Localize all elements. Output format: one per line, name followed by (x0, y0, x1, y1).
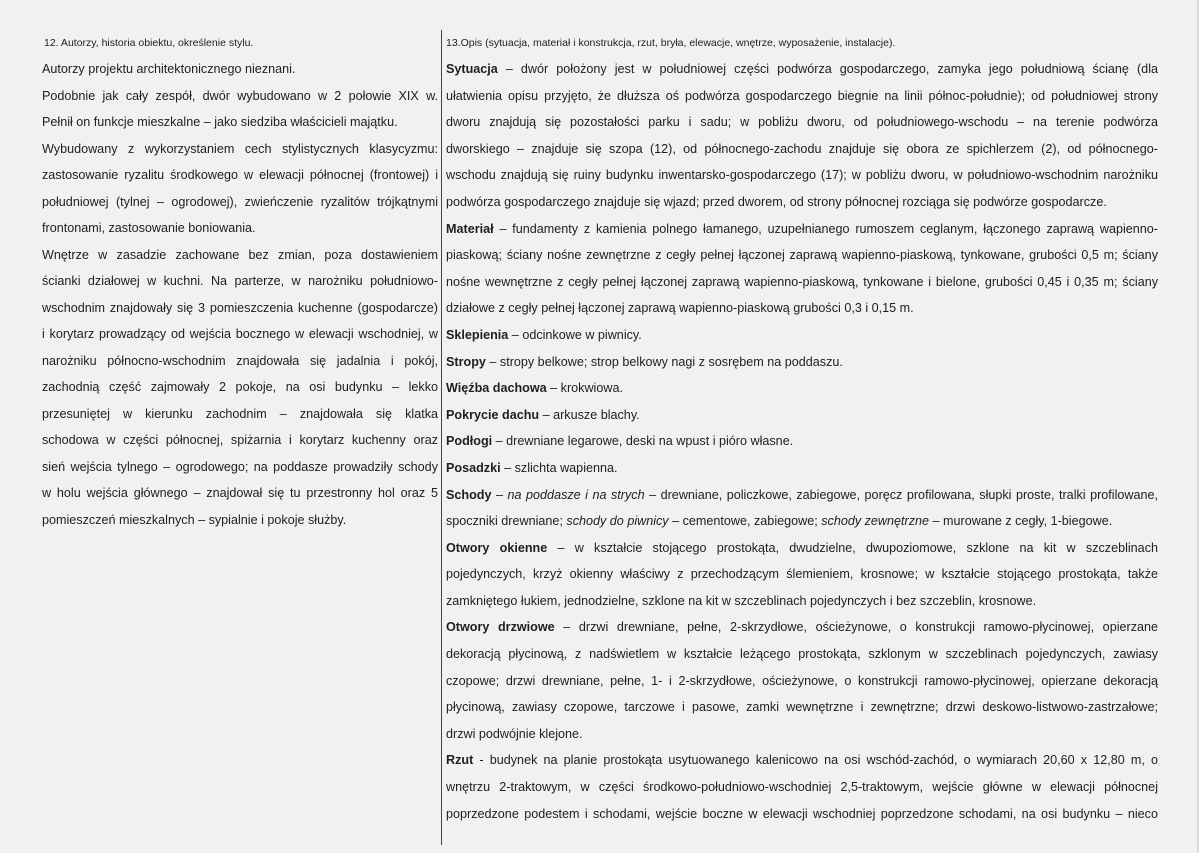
text-line: zastosowanie ryzalitu środkowego w elewacji północnej (frontowej) i (42, 168, 438, 182)
schody-dash: – (491, 487, 508, 502)
text-line: ścianki działowej w kuchni. Na parterze, w narożniku południowo- (42, 274, 438, 288)
text-line: czopowe; drzwi drewniane, pełne, 1- i 2-skrzydłowe, ościeżynowe, o konstrukcji ramowo-płycinowej, opierzane dekoracją (446, 673, 1158, 688)
posadzki-term: Posadzki (446, 460, 501, 475)
material-line (446, 216, 1158, 243)
okna-text: – w kształcie stojącego prostokąta, dwudzielne, dwupoziomowe, szklone na kit w szczeblinach (547, 540, 1158, 555)
text-line: wschodu znajdują się ruiny budynku inwentarsko-gospodarczego (17); w pobliżu dworu, w południowo-wschodnim narożniku (446, 168, 1158, 183)
text-line: nośne wewnętrzne z cegły pełnej łączonej zaprawą wapienno-piaskową, tynkowane i bielone, grubości 0,45 i 0,35 m; ściany (446, 274, 1158, 289)
text-line: działowe z cegły pełnej łączonej zaprawą wapienno-piaskową grubości 0,3 i 0,15 m. (446, 301, 914, 316)
schody-italic-1: na poddasze i na strych (507, 487, 645, 502)
stropy-term: Stropy (446, 354, 486, 369)
text-line: wschodnim znajdowały się 3 pomieszczenia kuchenne (gospodarcze) (42, 300, 438, 315)
sklepienia-line (446, 322, 1158, 349)
podlogi-term: Podłogi (446, 434, 493, 449)
schody-text-3: – cementowe, zabiegowe; (668, 514, 822, 529)
schody-italic-3: schody zewnętrzne (821, 514, 930, 529)
okna-term: Otwory okienne (446, 540, 548, 555)
text-line: dekoracją płycinową, z nadświetlem w kształcie leżącego prostokąta, szklonym w szczeblinach pojedynczych, zawiasy (446, 647, 1158, 662)
drzwi-text: – drzwi drewniane, pełne, 2-skrzydłowe, ościeżynowe, o konstrukcji ramowo-płycinowej, opierzane (554, 620, 1158, 635)
podlogi-text: – drewniane legarowe, deski na wpust i pióro własne. (492, 434, 794, 449)
section-12-authors-history (42, 34, 438, 533)
sytuacja-term: Sytuacja (446, 62, 498, 76)
posadzki-line (446, 455, 1158, 482)
schody-term: Schody (446, 487, 492, 502)
sytuacja-line (446, 56, 1158, 83)
text-line: narożniku północno-wschodnim znajdowała się jadalnia i pokój, (42, 353, 438, 368)
text-line: wnętrzu 2-traktowym, w części środkowo-południowo-wschodniej 2,5-traktowym, wejście główne w elewacji północnej (446, 780, 1158, 795)
section-13-header: 13.Opis (sytuacja, materiał i konstrukcja, rzut, bryła, elewacje, wnętrze, wyposażenie, instalacje). (446, 37, 896, 49)
material-text: – fundamenty z kamienia polnego łamanego, uzupełnianego rumoszem ceglanym, łączonego zaprawą wapienno- (493, 221, 1158, 236)
section-12-header: 12. Autorzy, historia obiektu, określenie stylu. (44, 37, 254, 49)
text-line: drzwi podwójnie klejone. (446, 726, 583, 741)
text-line: południowej (tylnej – ogrodowej), zwieńczenie ryzalitów trójkątnymi (42, 194, 438, 209)
text-line: dworu znajdują się pozostałości parku i sadu; w pobliżu dworu, od południowego-wschodu – na terenie podwórza (446, 115, 1158, 130)
text-line: i korytarz prowadzący od wejścia bocznego w elewacji wschodniej, w (42, 327, 438, 341)
rzut-text: - budynek na planie prostokąta usytuowanego kalenicowo na osi wschód-zachód, o wymiarach 20,60 x 12,80 m, o (473, 753, 1158, 768)
pokrycie-text: – arkusze blachy. (539, 407, 640, 422)
sytuacja-text: – dwór położony jest w południowej części podwórza gospodarczego, zamyka jego południową ścianę (dla (497, 62, 1158, 76)
text-line: podwórza gospodarczego znajduje się wjazd; przed dworem, od strony północnej rozciąga się podwórze gospodarcze. (446, 194, 1107, 209)
text-line: zachodnią część zajmowały 2 pokoje, na osi budynku – lekko (42, 380, 438, 394)
drzwi-line (446, 614, 1158, 641)
okna-line (446, 535, 1158, 562)
text-line: Autorzy projektu architektonicznego nieznani. (42, 62, 296, 76)
text-line: Wybudowany z wykorzystaniem cech stylistycznych klasycyzmu: (42, 141, 438, 156)
rzut-term: Rzut (446, 753, 474, 768)
wiezba-line (446, 375, 1158, 402)
posadzki-text: – szlichta wapienna. (500, 460, 618, 475)
text-line: zamkniętego łukiem, jednodzielne, szklone na kit w szczeblinach pojedynczych i bez szczeblin, krosnowe. (446, 593, 1037, 608)
schody-text-4: – murowane z cegły, 1-biegowe. (929, 514, 1113, 529)
text-line: Pełnił on funkcje mieszkalne – jako siedziba właścicieli majątku. (42, 115, 398, 129)
rzut-line (446, 747, 1158, 774)
sklepienia-text: – odcinkowe w piwnicy. (508, 327, 642, 342)
text-line: pomieszczeń mieszkalnych – sypialnie i pokoje służby. (42, 512, 347, 527)
drzwi-term: Otwory drzwiowe (446, 620, 555, 635)
stropy-line (446, 349, 1158, 376)
text-line: poprzedzone podestem i schodami, wejście boczne w elewacji wschodniej poprzedzone schodami, na osi budynku – nieco (446, 806, 1158, 821)
schody-line-2 (446, 508, 1158, 535)
column-divider (441, 30, 442, 845)
text-line: w holu wejścia głównego – znajdował się tu przestronny hol oraz 5 (42, 486, 438, 500)
text-line: schodowa w części północnej, spiżarnia i korytarz kuchenny oraz (42, 433, 438, 447)
material-term: Materiał (446, 221, 494, 236)
text-line: płycinową, zawiasy czopowe, tarczowe i pasowe, zamki wewnętrzne i zewnętrzne; drzwi deskowo-listwowo-zastrzałowe; (446, 700, 1158, 715)
schody-italic-2: schody do piwnicy (566, 514, 669, 529)
text-line: sień wejścia tylnego – ogrodowego; na poddasze prowadziły schody (42, 459, 438, 474)
text-line: pojedynczych, krzyż okienny właściwy z przechodzącym ślemieniem, krosnowe; w kształcie stojącego prostokąta, także (446, 567, 1158, 582)
sklepienia-term: Sklepienia (446, 327, 509, 342)
schody-line (446, 482, 1158, 509)
podlogi-line (446, 428, 1158, 455)
text-line: piaskową; ściany nośne zewnętrzne z cegły pełnej łączonej zaprawą wapienno-piaskową, tynkowane, grubości 0,5 m; ściany (446, 248, 1158, 263)
wiezba-term: Więźba dachowa (446, 381, 547, 396)
schody-text-1: – drewniane, policzkowe, zabiegowe, poręcz profilowana, słupki proste, tralki profilowane, (644, 487, 1158, 502)
text-line: ułatwienia opisu przyjęto, że dłuższa oś podwórza gospodarczego biegnie na linii północ-południe); od południowej strony (446, 88, 1158, 103)
text-line: dworskiego – znajduje się szopa (12), od północnego-zachodu znajduje się obora ze spichlerzem (2), od północnego- (446, 141, 1158, 156)
text-line: frontonami, zastosowanie boniowania. (42, 221, 256, 235)
text-line: przesuniętej w kierunku zachodnim – znajdowała się klatka (42, 406, 438, 421)
stropy-text: – stropy belkowe; strop belkowy nagi z sosrębem na poddaszu. (485, 354, 843, 369)
text-line: Podobnie jak cały zespół, dwór wybudowano w 2 połowie XIX w. (42, 88, 438, 103)
section-13-description (446, 34, 1158, 827)
schody-text-2: spoczniki drewniane; (446, 514, 567, 529)
wiezba-text: – krokwiowa. (546, 381, 623, 396)
text-line: Wnętrze w zasadzie zachowane bez zmian, poza dostawieniem (42, 247, 438, 262)
pokrycie-line (446, 402, 1158, 429)
pokrycie-term: Pokrycie dachu (446, 407, 540, 422)
